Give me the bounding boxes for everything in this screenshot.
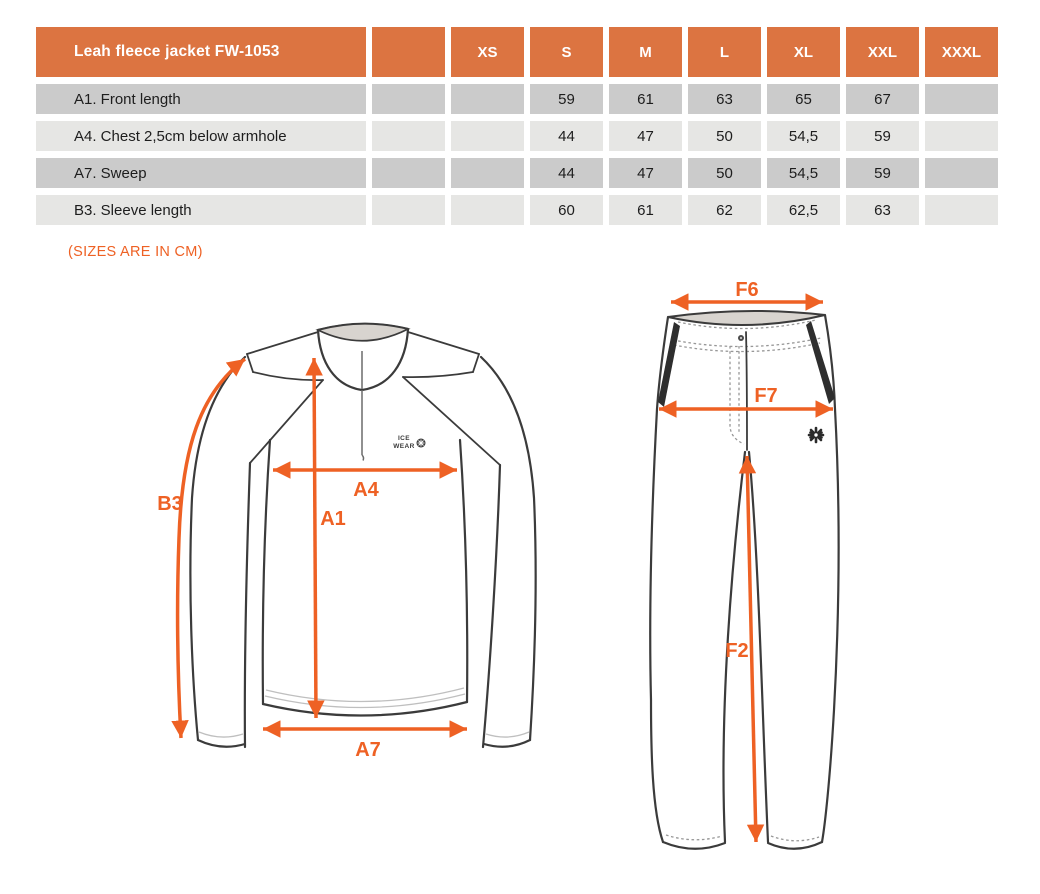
cell [925,84,998,114]
cell: 62,5 [767,195,840,225]
snowflake-icon [809,428,823,442]
cell: 54,5 [767,121,840,151]
cell: 59 [530,84,603,114]
row-label: A7. Sweep [36,158,366,188]
cell: 67 [846,84,919,114]
measure-a1-label: A1 [320,508,346,530]
cell: 63 [688,84,761,114]
cell: 59 [846,158,919,188]
cell: 44 [530,121,603,151]
table-row [36,84,998,114]
col-m: M [609,27,682,77]
cell [925,121,998,151]
cell [451,195,524,225]
col-s: S [530,27,603,77]
col-empty [372,27,445,77]
snowflake-badge-icon [417,439,426,448]
jacket-collar [318,324,408,390]
zipper-line [362,351,364,461]
cell [451,158,524,188]
pants-diagram [620,280,1040,880]
cell: 47 [609,158,682,188]
cell: 59 [846,121,919,151]
measure-f6-label: F6 [735,280,759,301]
jacket-diagram [140,288,600,793]
measure-b3-label: B3 [157,493,183,515]
measure-a7-label: A7 [355,739,381,761]
product-title: Leah fleece jacket FW-1053 [36,27,366,77]
cell [451,121,524,151]
pants-fly [730,332,747,450]
jacket-seams [247,332,500,465]
cell [451,84,524,114]
jacket-sleeves [190,357,535,747]
cell: 54,5 [767,158,840,188]
cell: 61 [609,195,682,225]
row-label: B3. Sleeve length [36,195,366,225]
measure-f2-label: F2 [725,640,749,662]
table-row [36,195,998,225]
row-label: A4. Chest 2,5cm below armhole [36,121,366,151]
size-chart-table [30,20,1004,232]
logo-text-ice: ICE [397,435,411,442]
cell [925,195,998,225]
cell: 47 [609,121,682,151]
cell: 60 [530,195,603,225]
cell: 65 [767,84,840,114]
col-xxl: XXL [846,27,919,77]
measure-b3-arrow [178,359,245,738]
cell: 50 [688,121,761,151]
col-xs: XS [451,27,524,77]
measure-a4-label: A4 [353,479,379,501]
row-label: A1. Front length [36,84,366,114]
cell: 50 [688,158,761,188]
logo-text-wear: WEAR [393,443,415,450]
cell: 63 [846,195,919,225]
measure-a1-arrow [314,358,316,718]
icewear-logo [393,435,425,450]
cell [372,121,445,151]
table-row [36,121,998,151]
cell: 61 [609,84,682,114]
col-xl: XL [767,27,840,77]
measure-f7-label: F7 [754,385,778,407]
cell [925,158,998,188]
pants-outline [650,315,838,849]
size-chart-header-row [36,27,998,77]
col-l: L [688,27,761,77]
cell: 62 [688,195,761,225]
sizes-in-cm-note: (SIZES ARE IN CM) [68,244,203,260]
cell [372,195,445,225]
cell: 44 [530,158,603,188]
cell [372,84,445,114]
col-xxxl: XXXL [925,27,998,77]
cell [372,158,445,188]
table-row [36,158,998,188]
